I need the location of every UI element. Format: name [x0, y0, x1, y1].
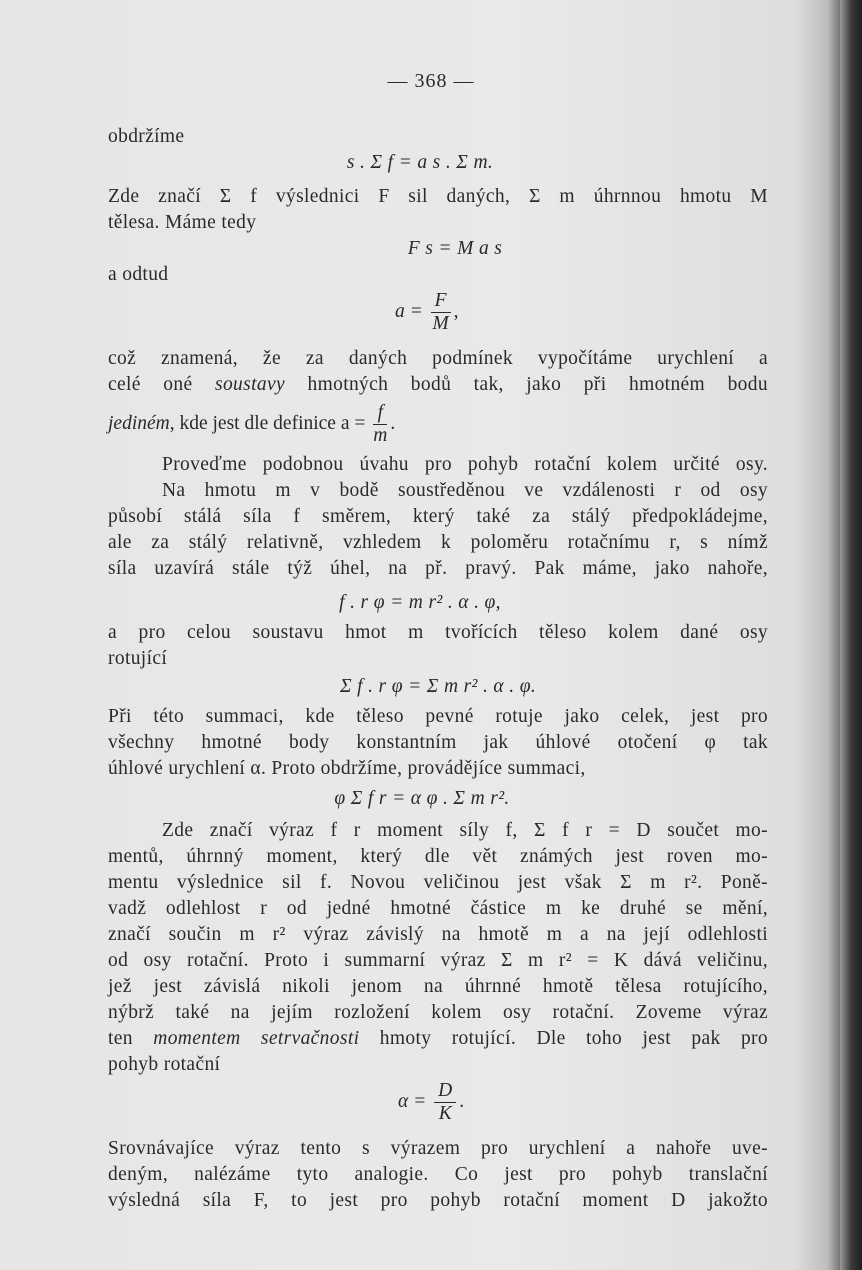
text-segment: hmoty rotující. Dle toho jest pak pro [359, 1028, 768, 1049]
equation-line [92, 786, 752, 812]
text-line [108, 372, 768, 398]
text-segment: ten [108, 1028, 154, 1049]
equation: f . r φ = m r² . α . φ, [339, 592, 501, 613]
text-line: značí součin m r² výraz závislý na hmotě m a na její odlehlosti [108, 924, 768, 945]
text-line: mentu výslednice sil f. Novou veličinou jest však Σ m r². Poně- [108, 872, 768, 893]
text-line: a pro celou soustavu hmot m tvořících těleso kolem dané osy [108, 622, 768, 643]
text-line: jež jest závislá nikoli jenom na úhrnné hmotě tělesa rotujícího, [108, 976, 768, 997]
text-line: vadž odlehlost r od jedné hmotné částice m ke druhé se mění, [108, 898, 768, 919]
text-line: ale za stálý relativně, vzhledem k poloměru rotačnímu r, s nímž [108, 532, 768, 553]
text-line: síla uzavírá stále týž úhel, na př. pravý. Pak máme, jako nahoře, [108, 558, 768, 579]
text-line: Proveďme podobnou úvahu pro pohyb rotační kolem určité osy. [162, 454, 768, 475]
text-segment: celé oné [108, 374, 215, 395]
emphasis: momentem setrvačnosti [153, 1028, 360, 1049]
text-line: od osy rotační. Proto i summarní výraz Σ m r² = K dává veličinu, [108, 950, 768, 971]
text-segment: , kde jest dle definice a = [169, 412, 366, 434]
text-line [108, 1026, 768, 1052]
text-line: tělesa. Máme tedy [108, 212, 257, 233]
fraction-numerator: D [434, 1080, 456, 1103]
fraction-numerator: f [373, 402, 387, 425]
fraction-denominator: m [373, 425, 388, 446]
equation-line [398, 1080, 464, 1125]
equation-line [395, 290, 458, 335]
equation-line [125, 236, 785, 262]
emphasis: jediném [108, 412, 170, 434]
fraction [373, 402, 387, 447]
equation-line [108, 674, 768, 700]
equation: φ Σ f r = α φ . Σ m r². [334, 788, 510, 809]
equation: Σ f . r φ = Σ m r² . α . φ. [339, 676, 537, 697]
text-line: rotující [108, 648, 168, 669]
text-segment: hmotných bodů tak, jako při hmotném bodu [284, 374, 768, 395]
fraction [434, 1080, 456, 1125]
text-line: deným, nalézáme tyto analogie. Co jest pro pohyb translační [108, 1164, 768, 1185]
equation-lhs: a = [395, 300, 423, 322]
text-line: Na hmotu m v bodě soustředěnou ve vzdálenosti r od osy [162, 480, 768, 501]
text-line [108, 402, 395, 447]
text-line: Zde značí výraz f r moment síly f, Σ f r = D součet mo- [162, 820, 768, 841]
text-line: Srovnávajíce výraz tento s výrazem pro urychlení a nahoře uve- [108, 1138, 768, 1159]
fraction-denominator: M [432, 313, 449, 334]
book-spine-shadow [840, 0, 862, 1270]
equation-line [90, 150, 750, 176]
equation-tail: . [390, 412, 396, 434]
text-line: Zde značí Σ f výslednici F sil daných, Σ m úhrnnou hmotu M [108, 186, 768, 207]
equation-lhs: α = [398, 1090, 427, 1112]
text-line: což znamená, že za daných podmínek vypočítáme urychlení a [108, 348, 768, 369]
fraction-denominator: K [438, 1103, 452, 1124]
equation-tail: . [459, 1090, 465, 1112]
equation-tail: , [453, 300, 459, 322]
text-line: nýbrž také na jejím rozložení kolem osy rotační. Zoveme výraz [108, 1002, 768, 1023]
fraction [431, 290, 451, 335]
text-line: pohyb rotační [108, 1054, 221, 1075]
text-line: výsledná síla F, to jest pro pohyb rotační moment D jakožto [108, 1190, 768, 1211]
equation-line [90, 590, 750, 616]
text-line: úhlové urychlení α. Proto obdržíme, provádějíce summaci, [108, 758, 586, 779]
text-line: Při této summaci, kde těleso pevné rotuje jako celek, jest pro [108, 706, 768, 727]
text-line: obdržíme [108, 126, 185, 147]
page-number: — 368 — [387, 70, 475, 92]
equation: F s = M a s [407, 238, 503, 259]
text-line: mentů, úhrnný moment, který dle vět známých jest roven mo- [108, 846, 768, 867]
emphasis: soustavy [215, 374, 285, 395]
fraction-numerator: F [431, 290, 451, 313]
text-line: a odtud [108, 264, 169, 285]
equation: s . Σ f = a s . Σ m. [346, 152, 494, 173]
text-line: působí stálá síla f směrem, který také za stálý předpokládejme, [108, 506, 768, 527]
text-line: všechny hmotné body konstantním jak úhlové otočení φ tak [108, 732, 768, 753]
